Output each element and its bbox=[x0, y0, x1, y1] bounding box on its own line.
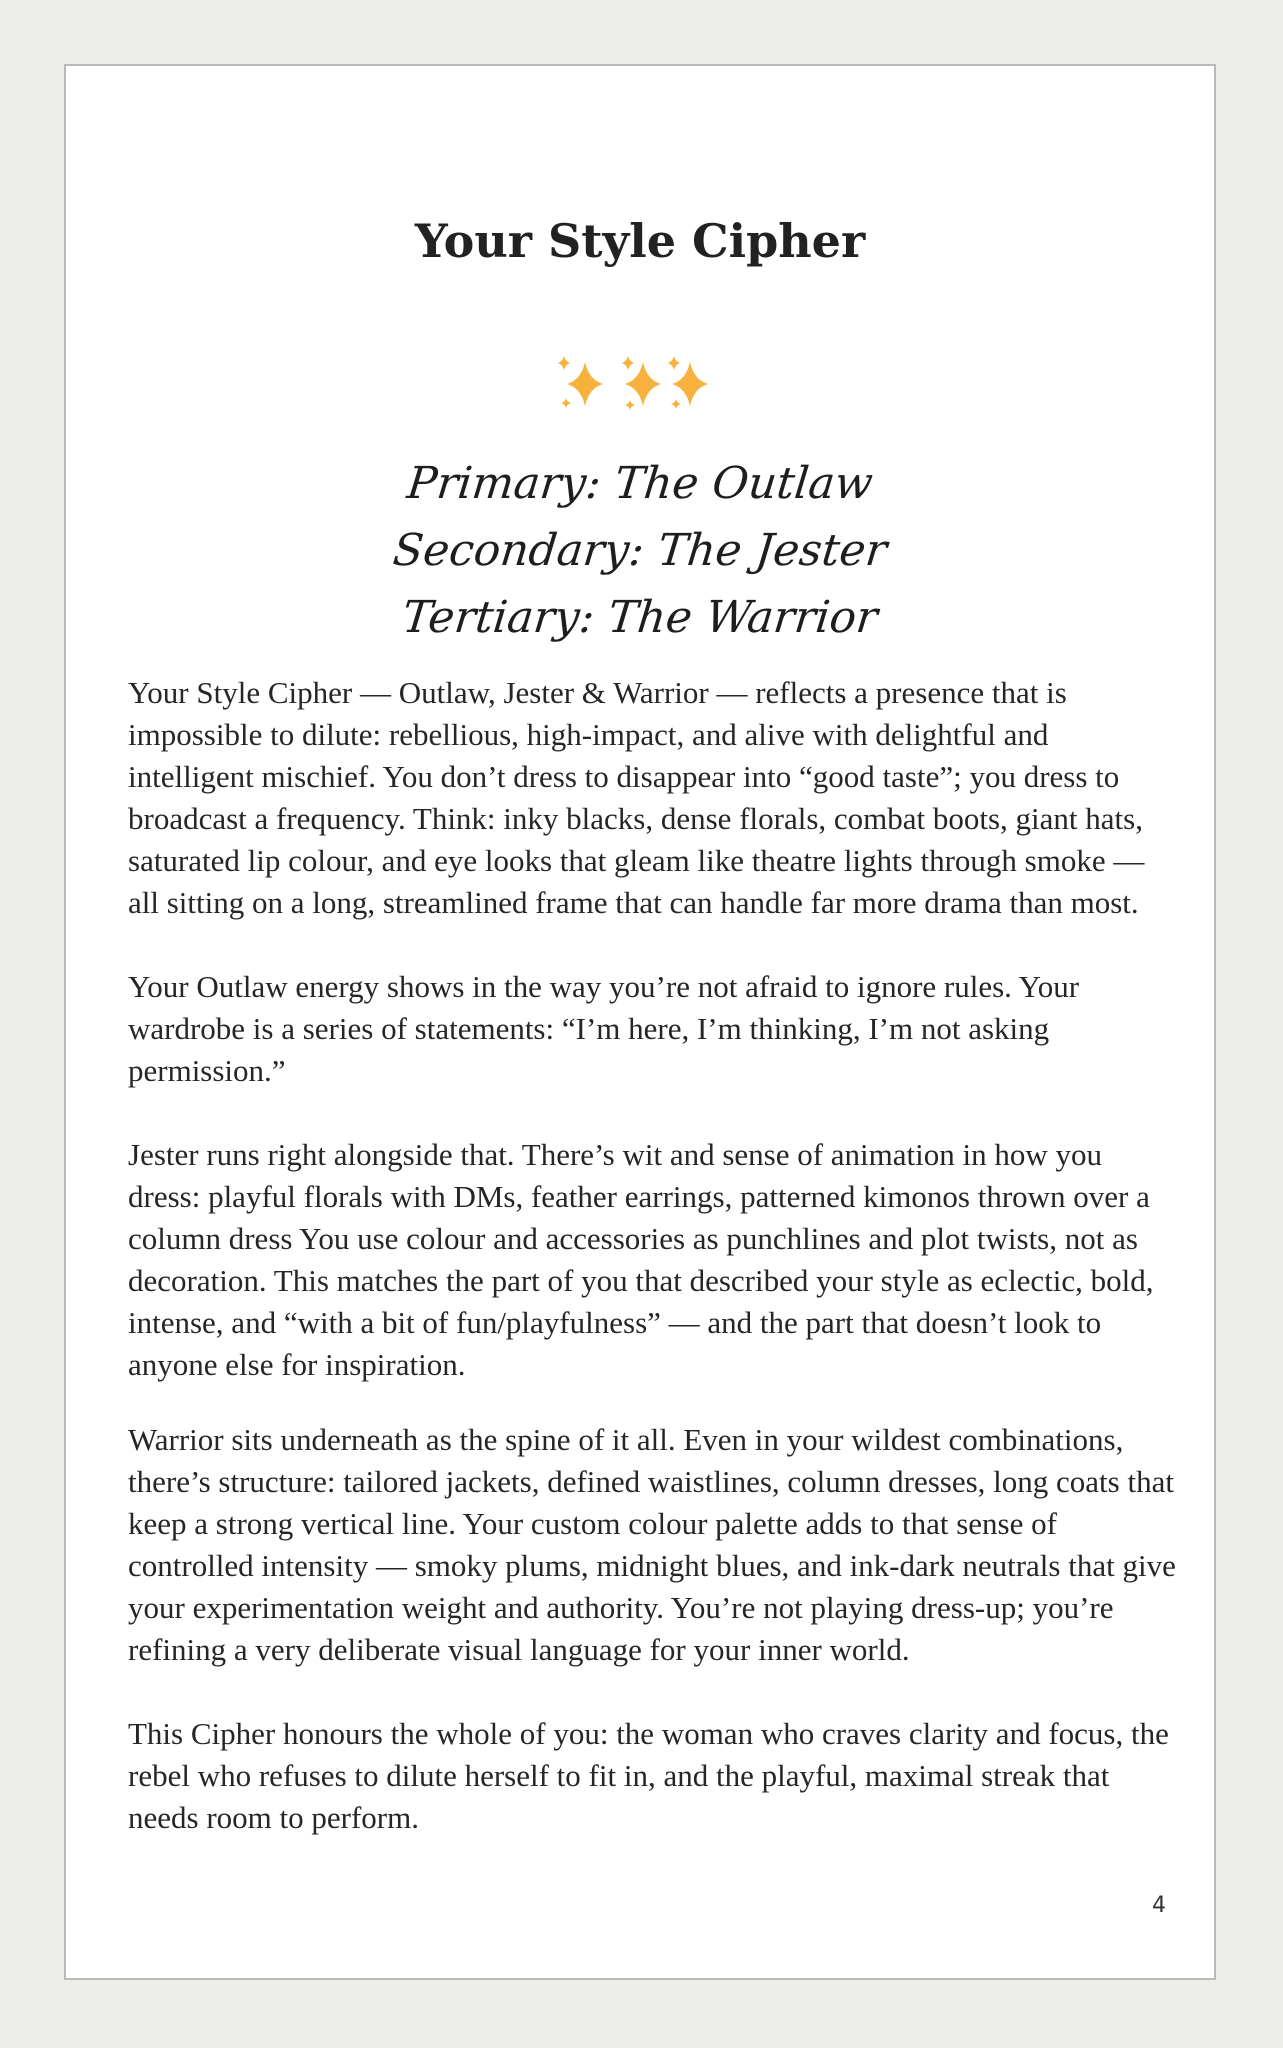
sparkles-icon bbox=[66, 344, 1214, 424]
tertiary-archetype: Tertiary: The Warrior bbox=[399, 592, 881, 643]
paragraph-intro: Your Style Cipher — Outlaw, Jester & Warrior — reflects a presence that is impossible to dilute: rebellious, high-impact, and alive with delightful and intelligent mischief. You don’t dress to disappear into “good taste”; you dress to broadcast a frequency. Think: inky blacks, dense florals, combat boots, giant hats, saturated lip colour, and eye looks that gleam like theatre lights through smoke — all sitting on a long, streamlined frame that can handle far more drama than most. bbox=[128, 675, 1145, 920]
document-page bbox=[64, 64, 1216, 1980]
paragraph-warrior: Warrior sits underneath as the spine of it all. Even in your wildest combinations, there’s structure: tailored jackets, defined waistlines, column dresses, long coats that keep a strong vertical line. Your custom colour palette adds to that sense of controlled intensity — smoky plums, midnight blues, and ink-dark neutrals that give your experimentation weight and authority. You’re not playing dress-up; you’re refining a very deliberate visual language for your inner world. bbox=[128, 1422, 1176, 1667]
paragraph-jester: Jester runs right alongside that. There’s wit and sense of animation in how you dress: playful florals with DMs, feather earrings, patterned kimonos thrown over a column dress You use colour and accessories as punchlines and plot twists, not as decoration. This matches the part of you that described your style as eclectic, bold, intense, and “with a bit of fun/playfulness” — and the part that doesn’t look to anyone else for inspiration. bbox=[128, 1137, 1154, 1382]
primary-archetype: Primary: The Outlaw bbox=[404, 458, 876, 509]
body-text bbox=[128, 672, 1178, 1839]
secondary-archetype: Secondary: The Jester bbox=[390, 525, 890, 576]
page-title: Your Style Cipher bbox=[414, 214, 866, 268]
paragraph-closing: This Cipher honours the whole of you: the woman who craves clarity and focus, the rebel who refuses to dilute herself to fit in, and the playful, maximal streak that needs room to perform. bbox=[128, 1716, 1169, 1835]
page-number: 4 bbox=[1152, 1893, 1166, 1918]
cipher-archetypes bbox=[66, 450, 1214, 651]
paragraph-outlaw: Your Outlaw energy shows in the way you’re not afraid to ignore rules. Your wardrobe is a series of statements: “I’m here, I’m thinking, I’m not asking permission.” bbox=[128, 969, 1080, 1088]
